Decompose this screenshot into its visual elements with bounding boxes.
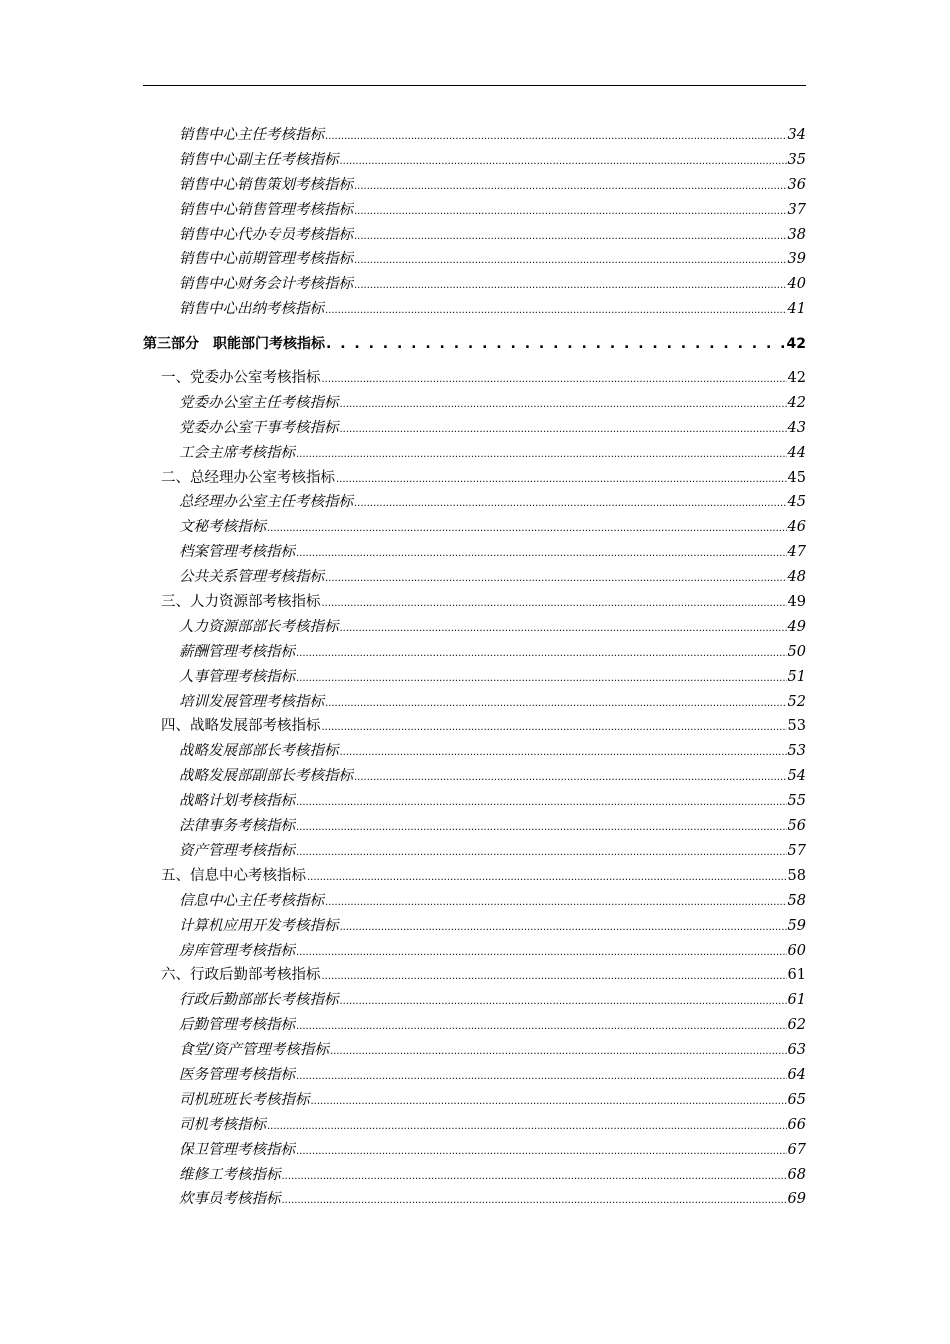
toc-page-number: 44 (787, 444, 806, 461)
toc-dot-leader (354, 175, 787, 198)
toc-entry-label: 一、党委办公室考核指标 (161, 370, 321, 387)
toc-page-number: 45 (787, 469, 806, 486)
toc-entry-label: 销售中心财务会计考核指标 (179, 276, 353, 293)
toc-page-number: 38 (787, 226, 806, 243)
toc-dot-leader (354, 492, 787, 515)
toc-entry-label: 司机班班长考核指标 (179, 1091, 310, 1108)
toc-subsection-entry[interactable] (143, 1038, 806, 1063)
toc-page-number: 35 (787, 151, 806, 168)
toc-page-number: 46 (787, 519, 806, 536)
toc-entry-label: 人力资源部部长考核指标 (179, 618, 339, 635)
toc-section-entry[interactable] (143, 590, 806, 615)
toc-page-number: 58 (787, 867, 806, 884)
toc-subsection-entry[interactable] (143, 297, 806, 322)
toc-subsection-entry[interactable] (143, 914, 806, 939)
toc-subsection-entry[interactable] (143, 640, 806, 665)
toc-entry-label: 档案管理考核指标 (179, 544, 295, 561)
toc-dot-leader (354, 274, 787, 297)
toc-dot-leader (340, 418, 787, 441)
toc-entry-label: 信息中心主任考核指标 (179, 892, 324, 909)
toc-dot-leader (325, 567, 787, 590)
toc-section-entry[interactable] (143, 366, 806, 391)
toc-subsection-entry[interactable] (143, 247, 806, 272)
toc-page-number: 54 (787, 768, 806, 785)
toc-page-number: 65 (787, 1091, 806, 1108)
toc-entry-label: 培训发展管理考核指标 (179, 693, 324, 710)
toc-dot-leader (322, 965, 787, 988)
toc-entry-label: 总经理办公室主任考核指标 (179, 494, 353, 511)
toc-page-number: 66 (787, 1116, 806, 1133)
toc-dot-leader (340, 617, 787, 640)
toc-subsection-entry[interactable] (143, 223, 806, 248)
toc-subsection-entry[interactable] (143, 148, 806, 173)
toc-dot-leader (340, 741, 787, 764)
toc-dot-leader (354, 766, 787, 789)
toc-page-number: 49 (787, 594, 806, 611)
toc-entry-label: 销售中心出纳考核指标 (179, 301, 324, 318)
toc-subsection-entry[interactable] (143, 490, 806, 515)
toc-subsection-entry[interactable] (143, 1088, 806, 1113)
toc-page-number: 34 (787, 127, 806, 143)
toc-dot-leader (282, 1165, 787, 1188)
toc-dot-leader (354, 225, 787, 248)
toc-page-number: 42 (786, 336, 806, 353)
toc-subsection-entry[interactable] (143, 123, 806, 148)
toc-dot-leader (325, 125, 787, 148)
toc-page-number: 69 (787, 1191, 806, 1208)
toc-dot-leader (340, 916, 787, 939)
toc-entry-label: 三、人力资源部考核指标 (161, 594, 321, 611)
header-rule (143, 85, 806, 86)
toc-dot-leader (296, 1065, 787, 1088)
toc-page-number: 58 (787, 892, 806, 909)
toc-page-number: 52 (787, 693, 806, 710)
toc-dot-leader (296, 443, 787, 466)
toc-entry-label: 房库管理考核指标 (179, 942, 295, 959)
toc-subsection-entry[interactable] (143, 739, 806, 764)
table-of-contents (143, 123, 806, 1212)
toc-page-number: 40 (787, 276, 806, 293)
toc-subsection-entry[interactable] (143, 1138, 806, 1163)
toc-subsection-entry[interactable] (143, 1063, 806, 1088)
toc-dot-leader (267, 1115, 787, 1138)
toc-subsection-entry[interactable] (143, 615, 806, 640)
toc-entry-label: 销售中心销售策划考核指标 (179, 176, 353, 193)
toc-page-number: 53 (787, 743, 806, 760)
toc-dot-leader (296, 816, 787, 839)
toc-page-number: 61 (787, 967, 806, 984)
toc-entry-label: 食堂/资产管理考核指标 (179, 1042, 329, 1059)
toc-entry-label: 炊事员考核指标 (179, 1191, 281, 1208)
toc-page-number: 59 (787, 917, 806, 934)
toc-dot-leader (340, 393, 787, 416)
toc-entry-label: 薪酬管理考核指标 (179, 643, 295, 660)
toc-dot-leader (296, 841, 787, 864)
toc-entry-label: 文秘考核指标 (179, 519, 266, 536)
toc-page-number: 41 (787, 301, 806, 318)
toc-dot-leader (296, 1015, 787, 1038)
toc-page-number: 68 (787, 1166, 806, 1183)
toc-section-entry[interactable] (143, 714, 806, 739)
toc-page-number: 48 (787, 569, 806, 586)
toc-entry-label: 战略计划考核指标 (179, 793, 295, 810)
toc-part-heading[interactable] (143, 332, 806, 357)
toc-entry-label: 销售中心前期管理考核指标 (179, 251, 353, 268)
toc-page-number: 37 (787, 201, 806, 218)
toc-section-entry[interactable] (143, 864, 806, 889)
toc-dot-leader (336, 468, 787, 491)
toc-entry-label: 第三部分 职能部门考核指标 (143, 336, 325, 353)
toc-dot-leader (296, 941, 787, 964)
toc-page-number: 56 (787, 818, 806, 835)
toc-dot-leader (340, 990, 787, 1013)
toc-subsection-entry[interactable] (143, 814, 806, 839)
toc-entry-label: 六、行政后勤部考核指标 (161, 967, 321, 984)
toc-dot-leader (296, 642, 787, 665)
toc-subsection-entry[interactable] (143, 889, 806, 914)
toc-dot-leader (325, 891, 787, 914)
toc-subsection-entry[interactable] (143, 1113, 806, 1138)
toc-entry-label: 二、总经理办公室考核指标 (161, 469, 335, 486)
toc-entry-label: 销售中心销售管理考核指标 (179, 201, 353, 218)
toc-subsection-entry[interactable] (143, 391, 806, 416)
toc-dot-leader (296, 791, 787, 814)
toc-entry-label: 维修工考核指标 (179, 1166, 281, 1183)
toc-page-number: 67 (787, 1141, 806, 1158)
toc-entry-label: 党委办公室主任考核指标 (179, 394, 339, 411)
toc-page-number: 49 (787, 618, 806, 635)
toc-subsection-entry[interactable] (143, 1013, 806, 1038)
toc-page-number: 61 (787, 992, 806, 1009)
toc-dot-leader (340, 150, 787, 173)
toc-dot-leader (322, 368, 787, 391)
toc-subsection-entry[interactable] (143, 173, 806, 198)
toc-page-number: 42 (787, 370, 806, 387)
toc-page-number: 50 (787, 643, 806, 660)
toc-subsection-entry[interactable] (143, 690, 806, 715)
toc-entry-label: 资产管理考核指标 (179, 842, 295, 859)
toc-entry-label: 医务管理考核指标 (179, 1066, 295, 1083)
toc-entry-label: 销售中心副主任考核指标 (179, 151, 339, 168)
toc-page-number: 57 (787, 842, 806, 859)
toc-entry-label: 保卫管理考核指标 (179, 1141, 295, 1158)
toc-dot-leader (326, 332, 786, 357)
toc-subsection-entry[interactable] (143, 416, 806, 441)
toc-dot-leader (354, 200, 787, 223)
toc-entry-label: 党委办公室干事考核指标 (179, 419, 339, 436)
toc-dot-leader (267, 517, 787, 540)
toc-page-number: 62 (787, 1017, 806, 1034)
toc-dot-leader (311, 1090, 787, 1113)
toc-entry-label: 战略发展部副部长考核指标 (179, 768, 353, 785)
toc-subsection-entry[interactable] (143, 272, 806, 297)
toc-page-number: 53 (787, 718, 806, 735)
toc-dot-leader (325, 692, 787, 715)
toc-section-entry[interactable] (143, 466, 806, 491)
toc-entry-label: 计算机应用开发考核指标 (179, 917, 339, 934)
toc-page-number: 42 (787, 394, 806, 411)
toc-section-entry[interactable] (143, 963, 806, 988)
toc-entry-label: 人事管理考核指标 (179, 668, 295, 685)
toc-entry-label: 司机考核指标 (179, 1116, 266, 1133)
toc-dot-leader (296, 542, 787, 565)
toc-page-number: 55 (787, 793, 806, 810)
toc-subsection-entry[interactable] (143, 839, 806, 864)
toc-subsection-entry[interactable] (143, 441, 806, 466)
toc-dot-leader (296, 1140, 787, 1163)
toc-entry-label: 法律事务考核指标 (179, 818, 295, 835)
toc-subsection-entry[interactable] (143, 988, 806, 1013)
toc-page-number: 39 (787, 251, 806, 268)
toc-entry-label: 战略发展部部长考核指标 (179, 743, 339, 760)
toc-entry-label: 销售中心代办专员考核指标 (179, 226, 353, 243)
toc-subsection-entry[interactable] (143, 939, 806, 964)
toc-page-number: 36 (787, 176, 806, 193)
toc-dot-leader (325, 299, 787, 322)
toc-entry-label: 五、信息中心考核指标 (161, 867, 306, 884)
toc-page-number: 45 (787, 494, 806, 511)
toc-entry-label: 工会主席考核指标 (179, 444, 295, 461)
toc-dot-leader (296, 667, 787, 690)
toc-page-number: 60 (787, 942, 806, 959)
toc-entry-label: 四、战略发展部考核指标 (161, 718, 321, 735)
toc-entry-label: 公共关系管理考核指标 (179, 569, 324, 586)
toc-subsection-entry[interactable] (143, 198, 806, 223)
toc-entry-label: 销售中心主任考核指标 (179, 127, 324, 143)
toc-subsection-entry[interactable] (143, 565, 806, 590)
toc-dot-leader (322, 716, 787, 739)
toc-page-number: 43 (787, 419, 806, 436)
toc-entry-label: 后勤管理考核指标 (179, 1017, 295, 1034)
toc-page-number: 64 (787, 1066, 806, 1083)
toc-dot-leader (354, 249, 787, 272)
toc-dot-leader (330, 1040, 787, 1063)
toc-subsection-entry[interactable] (143, 764, 806, 789)
toc-page-number: 51 (787, 668, 806, 685)
toc-page-number: 47 (787, 544, 806, 561)
toc-subsection-entry[interactable] (143, 540, 806, 565)
toc-subsection-entry[interactable] (143, 789, 806, 814)
toc-subsection-entry[interactable] (143, 1187, 806, 1212)
toc-page-number: 63 (787, 1042, 806, 1059)
toc-subsection-entry[interactable] (143, 515, 806, 540)
toc-subsection-entry[interactable] (143, 665, 806, 690)
toc-dot-leader (307, 866, 787, 889)
toc-dot-leader (322, 592, 787, 615)
toc-subsection-entry[interactable] (143, 1163, 806, 1188)
toc-dot-leader (282, 1189, 787, 1212)
toc-entry-label: 行政后勤部部长考核指标 (179, 992, 339, 1009)
